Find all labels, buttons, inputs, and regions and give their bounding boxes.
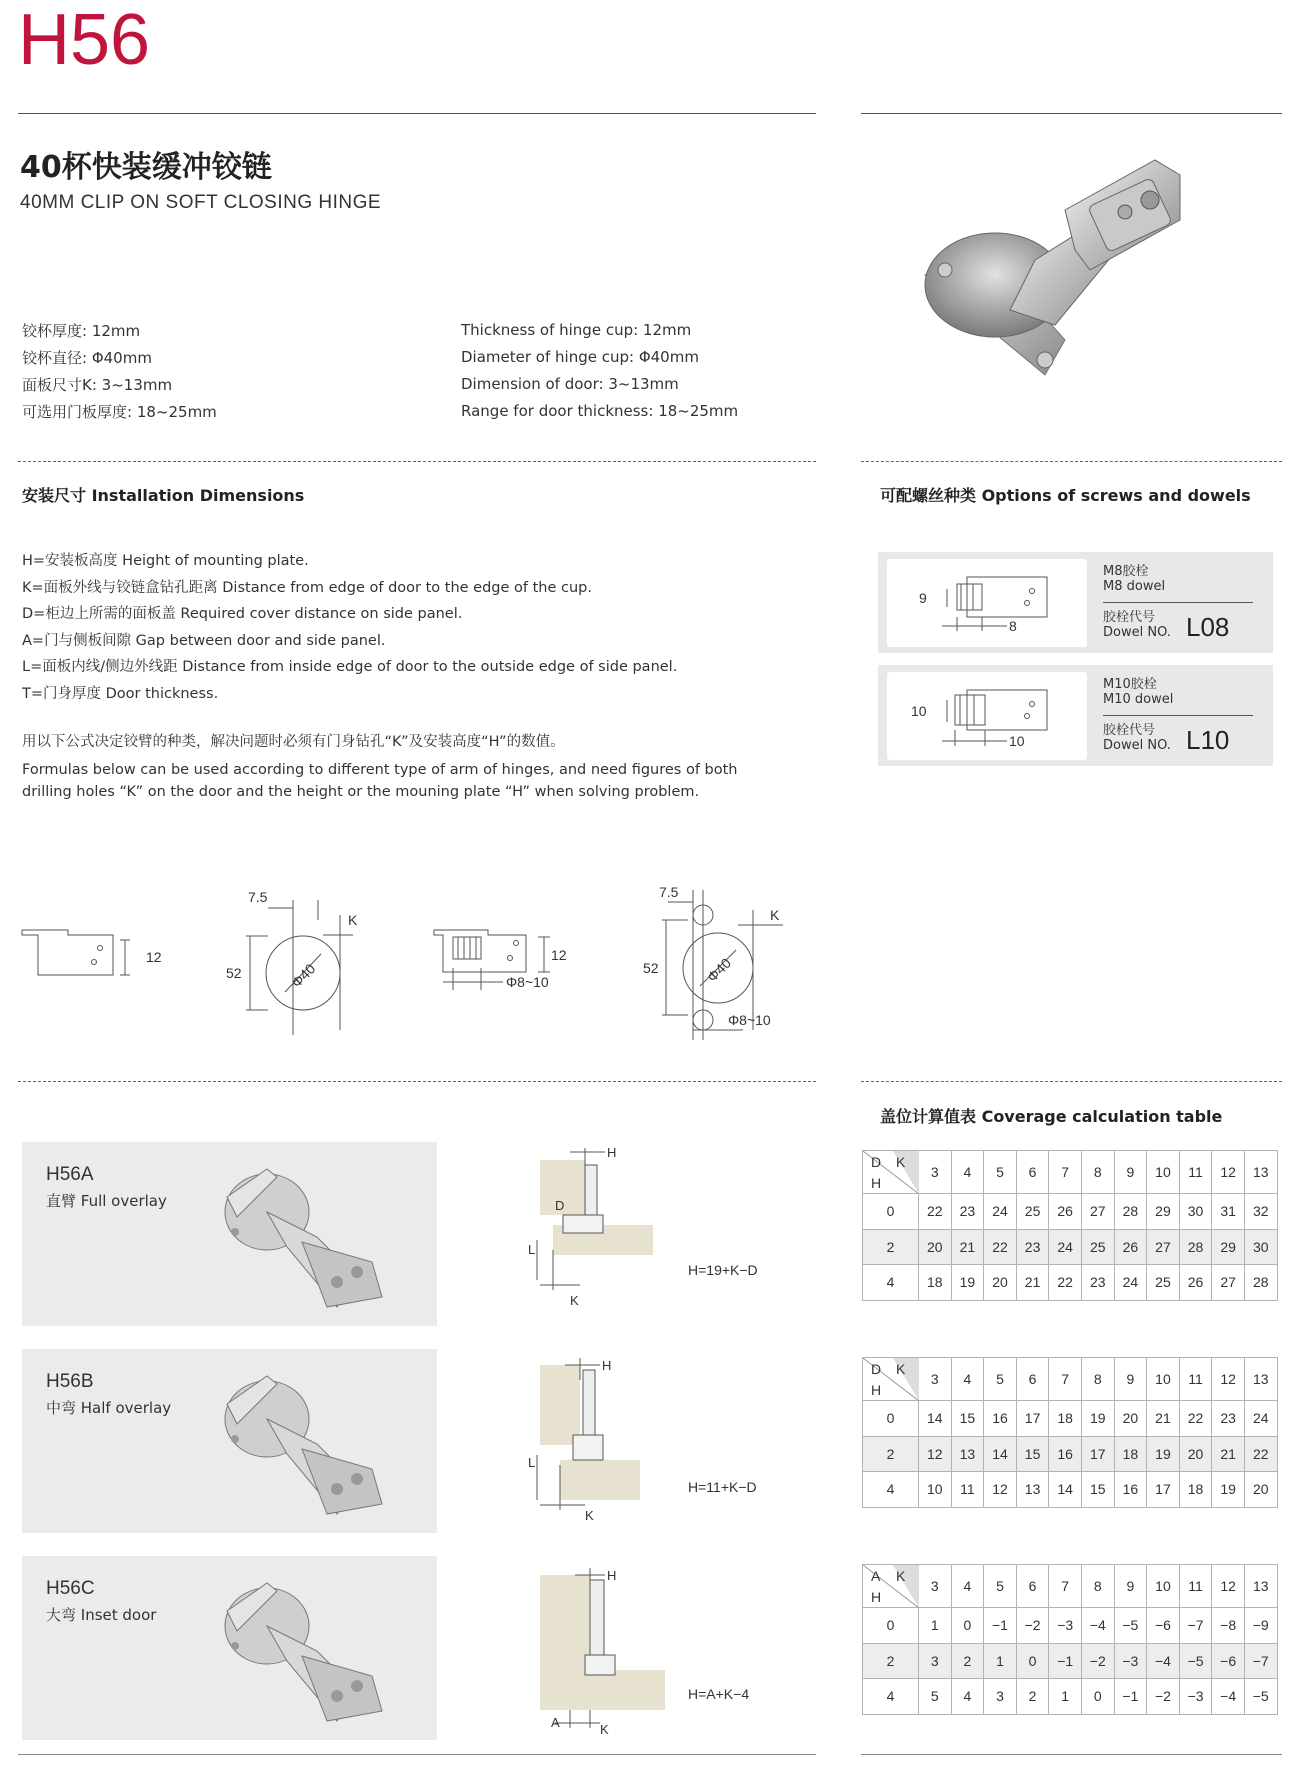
spec-cn-3: 面板尺寸K: 3~13mm xyxy=(22,376,173,394)
definition-h: H=安装板高度 Height of mounting plate. xyxy=(22,553,309,569)
table-corner xyxy=(863,1565,919,1608)
note-english-1: Formulas below can be used according to different type of arm of hinges, and need figures of both xyxy=(22,762,738,778)
dowel-m10-separator xyxy=(1103,715,1253,716)
dowel-m10-labels xyxy=(1103,677,1173,707)
dowel-option-m8 xyxy=(878,552,1273,653)
row-variable-label: D xyxy=(871,1361,882,1377)
column-header: 12 xyxy=(1212,1565,1245,1608)
variant-h56b-card xyxy=(22,1349,437,1533)
column-header: 11 xyxy=(1179,1151,1212,1194)
table-cell: 14 xyxy=(919,1401,952,1437)
column-header: 11 xyxy=(1179,1565,1212,1608)
column-header: 9 xyxy=(1114,1565,1147,1608)
table-cell: 20 xyxy=(1179,1436,1212,1472)
table-cell: 26 xyxy=(1049,1194,1082,1230)
divider-1-right xyxy=(861,461,1282,462)
table-cell: 26 xyxy=(1179,1265,1212,1301)
d2-offset-label: 7.5 xyxy=(248,889,268,905)
spec-cn-2: 铰杯直径: Φ40mm xyxy=(22,349,152,367)
table-cell: −4 xyxy=(1081,1608,1114,1644)
table-cell: 10 xyxy=(919,1472,952,1508)
variant-h56a-card xyxy=(22,1142,437,1326)
row-header: 4 xyxy=(863,1472,919,1508)
dowel-m10-horizontal-dim: 10 xyxy=(1009,733,1025,749)
table-cell: 24 xyxy=(984,1194,1017,1230)
dowel-m10-name-en: M10 dowel xyxy=(1103,692,1174,707)
d4-diameter-label: Φ40 xyxy=(703,954,735,985)
d4-height-label: 52 xyxy=(643,960,659,976)
table-cell: −3 xyxy=(1179,1679,1212,1715)
table-cell: 20 xyxy=(1244,1472,1277,1508)
table-cell: 30 xyxy=(1244,1229,1277,1265)
row-header: 0 xyxy=(863,1401,919,1437)
specs-english xyxy=(461,317,738,425)
table-cell: 11 xyxy=(951,1472,984,1508)
variant-h56c-formula: H=A+K−4 xyxy=(688,1686,750,1702)
dowel-m8-no-cn: 胶栓代号 xyxy=(1103,610,1156,625)
table-cell: 0 xyxy=(1016,1643,1049,1679)
table-cell: 1 xyxy=(984,1643,1017,1679)
dowel-m8-vertical-dim: 9 xyxy=(919,590,927,606)
table-row xyxy=(863,1194,1278,1230)
footer-rule-right xyxy=(861,1754,1282,1755)
table-cell: −8 xyxy=(1212,1608,1245,1644)
table-cell: 23 xyxy=(1212,1401,1245,1437)
table-cell: 21 xyxy=(951,1229,984,1265)
table-cell: 25 xyxy=(1081,1229,1114,1265)
table-cell: 19 xyxy=(1081,1401,1114,1437)
column-header: 6 xyxy=(1016,1565,1049,1608)
table-cell: 4 xyxy=(951,1679,984,1715)
spec-en-2: Diameter of hinge cup: Φ40mm xyxy=(461,348,699,366)
column-header: 13 xyxy=(1244,1151,1277,1194)
table-row xyxy=(863,1472,1278,1508)
column-header: 3 xyxy=(919,1151,952,1194)
variant-h56b-photo xyxy=(207,1364,427,1524)
d3-dowel-label: Φ8~10 xyxy=(506,974,549,990)
h56a-label-d: D xyxy=(555,1198,565,1213)
table-cell: 25 xyxy=(1147,1265,1180,1301)
row-variable-label: A xyxy=(871,1568,881,1584)
drawing-cup-1 xyxy=(226,889,358,1035)
table-cell: −3 xyxy=(1049,1608,1082,1644)
table-cell: 3 xyxy=(984,1679,1017,1715)
d4-dowel-label: Φ8~10 xyxy=(728,1012,771,1028)
column-header: 5 xyxy=(984,1151,1017,1194)
table-cell: −5 xyxy=(1244,1679,1277,1715)
column-header: 10 xyxy=(1147,1151,1180,1194)
table-cell: −5 xyxy=(1114,1608,1147,1644)
variant-h56b-diagram xyxy=(525,1350,725,1530)
spec-en-4: Range for door thickness: 18~25mm xyxy=(461,402,739,420)
table-cell: 28 xyxy=(1114,1194,1147,1230)
coverage-table-h56b xyxy=(862,1357,1278,1508)
drawing-mounting-plate-2 xyxy=(434,930,567,990)
variant-h56a-diagram xyxy=(525,1140,725,1320)
hinge-product-image xyxy=(915,150,1235,430)
column-header: 4 xyxy=(951,1151,984,1194)
table-cell: 5 xyxy=(919,1679,952,1715)
table-corner xyxy=(863,1151,919,1194)
table-cell: −9 xyxy=(1244,1608,1277,1644)
row-header: 2 xyxy=(863,1436,919,1472)
column-header: 12 xyxy=(1212,1358,1245,1401)
d2-diameter-label: Φ40 xyxy=(288,960,319,991)
dowel-m8-name-cn: M8胶栓 xyxy=(1103,564,1149,579)
column-header: 4 xyxy=(951,1358,984,1401)
column-header: 12 xyxy=(1212,1151,1245,1194)
table-cell: 22 xyxy=(919,1194,952,1230)
h56c-label-k: K xyxy=(600,1722,609,1737)
dowel-m8-labels xyxy=(1103,564,1165,594)
table-row xyxy=(863,1401,1278,1437)
variant-h56c-photo xyxy=(207,1571,427,1731)
spec-cn-1: 铰杯厚度: 12mm xyxy=(22,322,141,340)
column-header: 10 xyxy=(1147,1565,1180,1608)
table-cell: 18 xyxy=(1114,1436,1147,1472)
dowel-m10-drawing xyxy=(887,672,1087,760)
definition-l: L=面板内线/侧边外线距 Distance from inside edge of door to the outside edge of side panel. xyxy=(22,659,678,675)
table-cell: 18 xyxy=(1179,1472,1212,1508)
table-cell: 17 xyxy=(1147,1472,1180,1508)
coverage-heading: 盖位计算值表 Coverage calculation table xyxy=(880,1107,1223,1126)
table-cell: 21 xyxy=(1147,1401,1180,1437)
variant-h56c-type: 大弯 Inset door xyxy=(46,1606,157,1624)
variant-h56b-name: H56B xyxy=(46,1371,94,1392)
column-header: 11 xyxy=(1179,1358,1212,1401)
dowel-m8-no-labels xyxy=(1103,610,1171,640)
column-header: 8 xyxy=(1081,1565,1114,1608)
title-chinese: 40杯快装缓冲铰链 xyxy=(20,150,272,185)
dowel-m10-code: L10 xyxy=(1186,725,1230,755)
table-cell: 30 xyxy=(1179,1194,1212,1230)
column-header: 9 xyxy=(1114,1151,1147,1194)
table-cell: 27 xyxy=(1147,1229,1180,1265)
row-header: 4 xyxy=(863,1679,919,1715)
screws-heading: 可配螺丝种类 Options of screws and dowels xyxy=(880,486,1251,505)
d4-k-label: K xyxy=(770,907,780,923)
table-cell: −1 xyxy=(1049,1643,1082,1679)
table-cell: 16 xyxy=(1114,1472,1147,1508)
variant-h56c-name: H56C xyxy=(46,1578,95,1599)
table-row xyxy=(863,1229,1278,1265)
row-header: 2 xyxy=(863,1229,919,1265)
dowel-m8-separator xyxy=(1103,602,1253,603)
table-cell: 18 xyxy=(919,1265,952,1301)
table-cell: 29 xyxy=(1212,1229,1245,1265)
table-cell: 19 xyxy=(1212,1472,1245,1508)
definition-k: K=面板外线与铰链盒钻孔距离 Distance from edge of door to the edge of the cup. xyxy=(22,579,592,596)
specs-chinese xyxy=(22,318,217,426)
h56a-label-l: L xyxy=(528,1242,536,1257)
table-cell: 20 xyxy=(919,1229,952,1265)
row-header: 0 xyxy=(863,1608,919,1644)
table-cell: 31 xyxy=(1212,1194,1245,1230)
table-cell: −2 xyxy=(1016,1608,1049,1644)
table-cell: 29 xyxy=(1147,1194,1180,1230)
column-header: 4 xyxy=(951,1565,984,1608)
row-header: 4 xyxy=(863,1265,919,1301)
install-definitions xyxy=(22,548,677,707)
table-cell: −5 xyxy=(1179,1643,1212,1679)
dowel-m10-vertical-dim: 10 xyxy=(911,703,927,719)
table-cell: 28 xyxy=(1244,1265,1277,1301)
table-cell: 0 xyxy=(1081,1679,1114,1715)
table-corner xyxy=(863,1358,919,1401)
dowel-m8-no-en: Dowel NO. xyxy=(1103,625,1171,640)
table-cell: 15 xyxy=(1081,1472,1114,1508)
spec-en-1: Thickness of hinge cup: 12mm xyxy=(461,321,692,339)
table-cell: 24 xyxy=(1114,1265,1147,1301)
column-variable-label: K xyxy=(896,1568,906,1584)
variant-h56a-name: H56A xyxy=(46,1164,94,1185)
d2-height-label: 52 xyxy=(226,965,242,981)
table-cell: 21 xyxy=(1212,1436,1245,1472)
column-header: 6 xyxy=(1016,1151,1049,1194)
definition-t: T=门身厚度 Door thickness. xyxy=(22,685,219,702)
variant-h56a-formula: H=19+K−D xyxy=(688,1262,758,1278)
header-rule-right xyxy=(861,113,1282,114)
table-cell: 17 xyxy=(1016,1401,1049,1437)
spec-cn-4: 可选用门板厚度: 18~25mm xyxy=(22,403,217,421)
column-header: 6 xyxy=(1016,1358,1049,1401)
h56a-label-k: K xyxy=(570,1293,579,1308)
table-cell: 22 xyxy=(1179,1401,1212,1437)
table-cell: 22 xyxy=(984,1229,1017,1265)
variant-h56a-photo xyxy=(207,1157,427,1317)
table-cell: −1 xyxy=(984,1608,1017,1644)
table-cell: −7 xyxy=(1179,1608,1212,1644)
table-cell: 25 xyxy=(1016,1194,1049,1230)
divider-1-left xyxy=(18,461,816,462)
table-cell: 32 xyxy=(1244,1194,1277,1230)
note-english-2: drilling holes “K” on the door and the height or the mouning plate “H” when solving problem. xyxy=(22,784,700,800)
table-cell: −6 xyxy=(1147,1608,1180,1644)
table-cell: 0 xyxy=(951,1608,984,1644)
table-cell: 24 xyxy=(1244,1401,1277,1437)
table-cell: 12 xyxy=(984,1472,1017,1508)
table-cell: 27 xyxy=(1081,1194,1114,1230)
variant-h56c-diagram xyxy=(525,1560,725,1740)
column-header: 7 xyxy=(1049,1358,1082,1401)
h56b-label-h: H xyxy=(602,1358,612,1373)
dowel-option-m10 xyxy=(878,665,1273,766)
coverage-table-h56a xyxy=(862,1150,1278,1301)
table-cell: 3 xyxy=(919,1643,952,1679)
table-cell: 13 xyxy=(951,1436,984,1472)
definition-a: A=门与侧板间隙 Gap between door and side panel. xyxy=(22,632,386,649)
table-cell: 21 xyxy=(1016,1265,1049,1301)
table-row xyxy=(863,1265,1278,1301)
column-header: 8 xyxy=(1081,1151,1114,1194)
table-cell: −6 xyxy=(1212,1643,1245,1679)
table-cell: 14 xyxy=(1049,1472,1082,1508)
variant-h56c-card xyxy=(22,1556,437,1740)
h56c-label-h: H xyxy=(607,1568,617,1583)
d3-height-label: 12 xyxy=(551,947,567,963)
table-cell: 16 xyxy=(1049,1436,1082,1472)
h-variable-label: H xyxy=(871,1175,882,1191)
table-cell: −4 xyxy=(1212,1679,1245,1715)
column-header: 10 xyxy=(1147,1358,1180,1401)
table-cell: 14 xyxy=(984,1436,1017,1472)
row-variable-label: D xyxy=(871,1154,882,1170)
dowel-m8-code: L08 xyxy=(1186,612,1230,642)
table-cell: 1 xyxy=(1049,1679,1082,1715)
table-cell: 26 xyxy=(1114,1229,1147,1265)
table-cell: 24 xyxy=(1049,1229,1082,1265)
column-variable-label: K xyxy=(896,1154,906,1170)
table-cell: 20 xyxy=(984,1265,1017,1301)
table-cell: 17 xyxy=(1081,1436,1114,1472)
install-heading: 安装尺寸 Installation Dimensions xyxy=(22,486,305,505)
table-cell: 23 xyxy=(951,1194,984,1230)
table-row xyxy=(863,1608,1278,1644)
d1-height-label: 12 xyxy=(146,949,162,965)
table-cell: 1 xyxy=(919,1608,952,1644)
h-variable-label: H xyxy=(871,1589,882,1605)
row-header: 0 xyxy=(863,1194,919,1230)
dowel-m8-drawing xyxy=(887,559,1087,647)
table-cell: 28 xyxy=(1179,1229,1212,1265)
dowel-m8-name-en: M8 dowel xyxy=(1103,579,1166,594)
table-cell: 15 xyxy=(951,1401,984,1437)
column-header: 13 xyxy=(1244,1358,1277,1401)
spec-en-3: Dimension of door: 3~13mm xyxy=(461,375,679,393)
table-cell: 23 xyxy=(1081,1265,1114,1301)
divider-2-right xyxy=(861,1081,1282,1082)
column-header: 13 xyxy=(1244,1565,1277,1608)
model-code: H56 xyxy=(18,0,151,80)
table-cell: −4 xyxy=(1147,1643,1180,1679)
table-cell: 20 xyxy=(1114,1401,1147,1437)
table-cell: 2 xyxy=(1016,1679,1049,1715)
table-cell: 19 xyxy=(1147,1436,1180,1472)
technical-drawings xyxy=(18,880,808,1040)
h56a-label-h: H xyxy=(607,1145,617,1160)
footer-rule-left xyxy=(18,1754,816,1755)
column-variable-label: K xyxy=(896,1361,906,1377)
column-header: 9 xyxy=(1114,1358,1147,1401)
column-header: 7 xyxy=(1049,1565,1082,1608)
header-rule-left xyxy=(18,113,816,114)
note-chinese: 用以下公式决定铰臂的种类，解决问题时必须有门身钻孔“K”及安装高度“H”的数值。 xyxy=(22,734,565,750)
table-cell: 23 xyxy=(1016,1229,1049,1265)
h56c-label-a: A xyxy=(551,1715,560,1730)
table-cell: 22 xyxy=(1244,1436,1277,1472)
dowel-m10-name-cn: M10胶栓 xyxy=(1103,677,1157,692)
table-row xyxy=(863,1436,1278,1472)
table-cell: 13 xyxy=(1016,1472,1049,1508)
column-header: 5 xyxy=(984,1565,1017,1608)
column-header: 8 xyxy=(1081,1358,1114,1401)
table-cell: −1 xyxy=(1114,1679,1147,1715)
table-cell: 19 xyxy=(951,1265,984,1301)
table-cell: 12 xyxy=(919,1436,952,1472)
h-variable-label: H xyxy=(871,1382,882,1398)
table-cell: −7 xyxy=(1244,1643,1277,1679)
drawing-mounting-plate-1 xyxy=(22,930,162,975)
table-cell: −2 xyxy=(1081,1643,1114,1679)
drawing-cup-2 xyxy=(643,884,783,1040)
dowel-m10-no-cn: 胶栓代号 xyxy=(1103,723,1156,738)
table-row xyxy=(863,1643,1278,1679)
variant-h56a-type: 直臂 Full overlay xyxy=(46,1192,167,1210)
variant-h56b-type: 中弯 Half overlay xyxy=(46,1399,172,1417)
row-header: 2 xyxy=(863,1643,919,1679)
column-header: 3 xyxy=(919,1358,952,1401)
table-cell: 18 xyxy=(1049,1401,1082,1437)
table-cell: 15 xyxy=(1016,1436,1049,1472)
table-cell: −2 xyxy=(1147,1679,1180,1715)
table-cell: −3 xyxy=(1114,1643,1147,1679)
dowel-m10-no-en: Dowel NO. xyxy=(1103,738,1171,753)
column-header: 3 xyxy=(919,1565,952,1608)
coverage-table-h56c xyxy=(862,1564,1278,1715)
divider-2-left xyxy=(18,1081,816,1082)
definition-d: D=柜边上所需的面板盖 Required cover distance on side panel. xyxy=(22,606,463,622)
table-cell: 22 xyxy=(1049,1265,1082,1301)
title-english: 40MM CLIP ON SOFT CLOSING HINGE xyxy=(20,192,382,213)
d2-k-label: K xyxy=(348,912,358,928)
table-cell: 27 xyxy=(1212,1265,1245,1301)
h56b-label-k: K xyxy=(585,1508,594,1523)
dowel-m8-horizontal-dim: 8 xyxy=(1009,618,1017,634)
d4-offset-label: 7.5 xyxy=(659,884,679,900)
h56b-label-l: L xyxy=(528,1455,536,1470)
dowel-m10-no-labels xyxy=(1103,723,1171,753)
column-header: 7 xyxy=(1049,1151,1082,1194)
column-header: 5 xyxy=(984,1358,1017,1401)
table-cell: 16 xyxy=(984,1401,1017,1437)
table-row xyxy=(863,1679,1278,1715)
variant-h56b-formula: H=11+K−D xyxy=(688,1479,757,1495)
table-cell: 2 xyxy=(951,1643,984,1679)
